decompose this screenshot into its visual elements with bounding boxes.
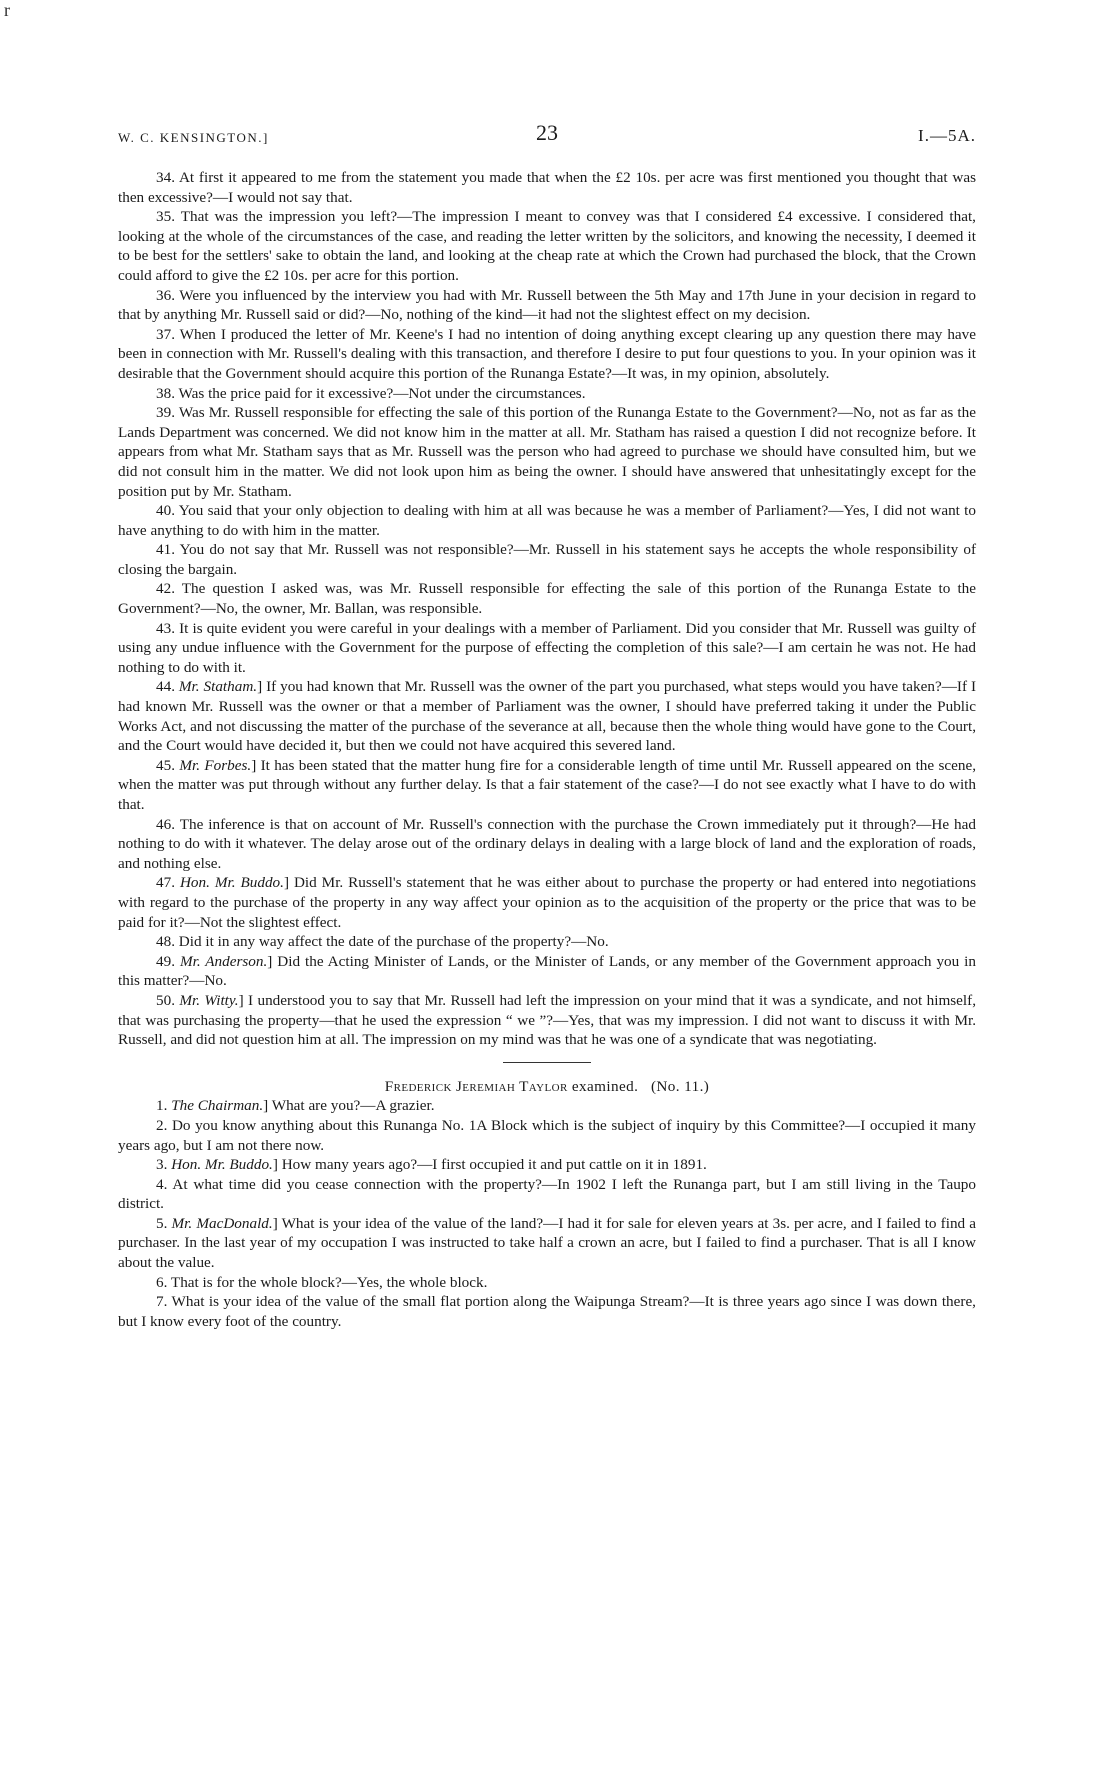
question-number: 46. — [156, 815, 175, 833]
evidence-body — [118, 168, 976, 1331]
paragraph-text: At what time did you cease connection with the property?—In 1902 I left the Runanga part, but I am still living in the Taupo district. — [118, 1175, 976, 1213]
paragraph-text: The inference is that on account of Mr. Russell's connection with the purchase the Crown immediately put it through?—He had nothing to do with it whatever. The delay arose out of the ordinary delays in dealing with a large block of land and the exploration of roads, and nothing else. — [118, 815, 976, 872]
paragraph — [118, 168, 976, 207]
paragraph — [118, 501, 976, 540]
question-number: 39. — [156, 404, 175, 422]
paragraph-text: ] I understood you to say that Mr. Russell had left the impression on your mind that it was a syndicate, and not himself, that was purchasing the property—that he used the expression “ we ”?—Yes, that was my impression. I did not want to discuss it with Mr. Russell, and did not question him at all. The impression on my mind was that he was one of a syndicate that was negotiating. — [118, 991, 976, 1049]
paragraph-text: Do you know anything about this Runanga No. 1A Block which is the subject of inquiry by this Committee?—I occupied it many years ago, but I am not there now. — [118, 1116, 976, 1154]
paragraph-text: You do not say that Mr. Russell was not responsible?—Mr. Russell in his statement says he accepts the whole responsibility of closing the bargain. — [118, 541, 976, 578]
speaker-name: Mr. Forbes. — [179, 756, 252, 774]
corner-mark: r — [4, 0, 10, 20]
question-number: 37. — [156, 325, 175, 343]
question-number: 48. — [156, 933, 175, 951]
paragraph — [118, 1292, 976, 1331]
witness-heading — [118, 1077, 976, 1097]
paragraph-text: Was Mr. Russell responsible for effecting the sale of this portion of the Runanga Estate to the Government?—No, not as far as the Lands Department was concerned. We did not know him in the matter at all. Mr. Statham has raised a question I did not recognize before. It appears from what Mr. Statham says that as Mr. Russell was the person who had agreed to purchase we should have consulted him, but we did not consult him in the matter. We did not look upon him as being the owner. I should have answered that unhesitatingly except for the position put by Mr. Statham. — [118, 404, 976, 500]
question-number: 42. — [156, 580, 175, 598]
question-number: 50. — [156, 991, 175, 1009]
section-divider — [503, 1062, 591, 1063]
paragraph — [118, 384, 976, 404]
paragraph — [118, 815, 976, 874]
question-number: 4. — [156, 1175, 168, 1193]
paragraph — [118, 1155, 976, 1175]
paragraph — [118, 932, 976, 952]
question-number: 45. — [156, 756, 175, 774]
speaker-name: The Chairman. — [171, 1097, 264, 1115]
question-number: 40. — [156, 502, 175, 520]
paragraph — [118, 579, 976, 618]
paragraph-text: Was the price paid for it excessive?—Not under the circumstances. — [178, 384, 586, 402]
speaker-name: Hon. Mr. Buddo. — [179, 874, 284, 892]
question-number: 47. — [156, 874, 175, 892]
question-number: 36. — [156, 286, 175, 304]
paragraph — [118, 619, 976, 678]
witness-heading-suffix: examined. — [567, 1077, 639, 1095]
paragraph — [118, 1273, 976, 1293]
speaker-name: Hon. Mr. Buddo. — [171, 1156, 273, 1174]
question-number: 35. — [156, 208, 175, 226]
question-number: 41. — [156, 541, 175, 559]
document-reference: I.—5A. — [918, 126, 976, 145]
paragraph — [118, 1214, 976, 1273]
paragraph-text: ] Did the Acting Minister of Lands, or the Minister of Lands, or any member of the Government approach you in this matter?—No. — [118, 952, 976, 990]
paragraph-text: You said that your only objection to dealing with him at all was because he was a member of Parliament?—Yes, I did not want to have anything to do with him in the matter. — [118, 502, 976, 539]
question-number: 44. — [156, 678, 175, 696]
paragraph — [118, 325, 976, 384]
question-number: 43. — [156, 619, 175, 637]
page-header — [118, 116, 976, 146]
paragraph — [118, 1096, 976, 1116]
paragraph-text: That was the impression you left?—The impression I meant to convey was that I considered £4 excessive. I considered that, looking at the whole of the circumstances of the case, and reading the letter written by the solicitors, and knowing the necessity, I deemed it to be best for the settlers' sake to obtain the land, and looking at the cheap rate at which the Crown had purchased the block, that the Crown could afford to give the £2 10s. per acre for this portion. — [118, 208, 976, 284]
paragraph-text: Did it in any way affect the date of the purchase of the property?—No. — [178, 933, 609, 951]
question-number: 49. — [156, 952, 175, 970]
paragraph-text: Were you influenced by the interview you had with Mr. Russell between the 5th May and 17th June in your decision in regard to that by anything Mr. Russell said or did?—No, nothing of the kind—it had not the slightest effect on my decision. — [118, 286, 976, 324]
question-number: 2. — [156, 1116, 168, 1134]
speaker-name: Mr. Statham. — [178, 678, 258, 696]
speaker-name: Mr. Witty. — [179, 991, 239, 1009]
paragraph — [118, 677, 976, 755]
question-number: 1. — [156, 1097, 168, 1115]
question-number: 34. — [156, 169, 175, 186]
page-number: 23 — [536, 120, 558, 145]
paragraph-text: What is your idea of the value of the small flat portion along the Waipunga Stream?—It is three years ago since I was down there, but I know every foot of the country. — [118, 1293, 976, 1330]
question-number: 7. — [156, 1293, 168, 1311]
question-number: 3. — [156, 1156, 168, 1174]
paragraph — [118, 991, 976, 1050]
paragraph-text: At first it appeared to me from the statement you made that when the £2 10s. per acre was first mentioned you thought that was then excessive?—I would not say that. — [118, 169, 976, 206]
paragraph-text: ] It has been stated that the matter hung fire for a considerable length of time until Mr. Russell appeared on the scene, when the matter was put through without any further delay. Is that a fair statement of the case?—I do not see exactly what I have to do with that. — [118, 756, 976, 813]
running-head-witness: W. C. KENSINGTON.] — [118, 130, 269, 145]
paragraph-text: When I produced the letter of Mr. Keene's I had no intention of doing anything except clearing up any question there may have been in connection with Mr. Russell's dealing with this transaction, and therefore I desire to put four questions to you. In your opinion was it desirable that the Government should acquire this portion of the Runanga Estate?—It was, in my opinion, absolutely. — [118, 325, 976, 382]
speaker-name: Mr. Anderson. — [179, 952, 268, 970]
speaker-name: Mr. MacDonald. — [171, 1214, 273, 1232]
paragraph-text: ] Did Mr. Russell's statement that he was either about to purchase the property or had entered into negotiations with regard to the purchase of the property in any way affect your opinion as to the acquisition of the property or the price that was to be paid for it?—Not the slightest effect. — [118, 874, 977, 931]
question-number: 38. — [156, 384, 175, 402]
paragraph-text: ] If you had known that Mr. Russell was the owner of the part you purchased, what steps would you have taken?—If I had known Mr. Russell was the owner or that a member of Parliament was the owner, I should have preferred taking it under the Public Works Act, and not discussing the matter of the purchase of the severance at all, because then the whole thing would have gone to the Court, and the Court would have decided it, but then we could not have acquired this severed land. — [118, 678, 976, 755]
paragraph-text: ] What are you?—A grazier. — [263, 1097, 435, 1115]
witness-name: Frederick Jeremiah Taylor — [384, 1077, 568, 1095]
paragraph-text: It is quite evident you were careful in your dealings with a member of Parliament. Did you consider that Mr. Russell was guilty of using any undue influence with the Government for the purpose of effecting the completion of this sale?—I am certain he was not. He had nothing to do with it. — [118, 619, 977, 676]
paragraph — [118, 873, 976, 932]
paragraph — [118, 403, 976, 501]
paragraph — [118, 1116, 976, 1155]
paragraph — [118, 207, 976, 285]
paragraph — [118, 952, 976, 991]
paragraph — [118, 1175, 976, 1214]
witness-number: (No. 11.) — [650, 1077, 710, 1095]
paragraph — [118, 540, 976, 579]
paragraph-text: ] What is your idea of the value of the land?—I had it for sale for eleven years at 3s. per acre, and I failed to find a purchaser. In the last year of my occupation I was instructed to take half a crown an acre, but I failed to find a purchaser. That is all I know about the value. — [118, 1214, 977, 1272]
paragraph-text: That is for the whole block?—Yes, the whole block. — [170, 1273, 488, 1291]
question-number: 5. — [156, 1214, 168, 1232]
paragraph — [118, 756, 976, 815]
question-number: 6. — [156, 1273, 168, 1291]
paragraph-text: The question I asked was, was Mr. Russell responsible for effecting the sale of this portion of the Runanga Estate to the Government?—No, the owner, Mr. Ballan, was responsible. — [118, 580, 976, 618]
paragraph — [118, 286, 976, 325]
paragraph-text: ] How many years ago?—I first occupied it and put cattle on it in 1891. — [272, 1156, 707, 1174]
